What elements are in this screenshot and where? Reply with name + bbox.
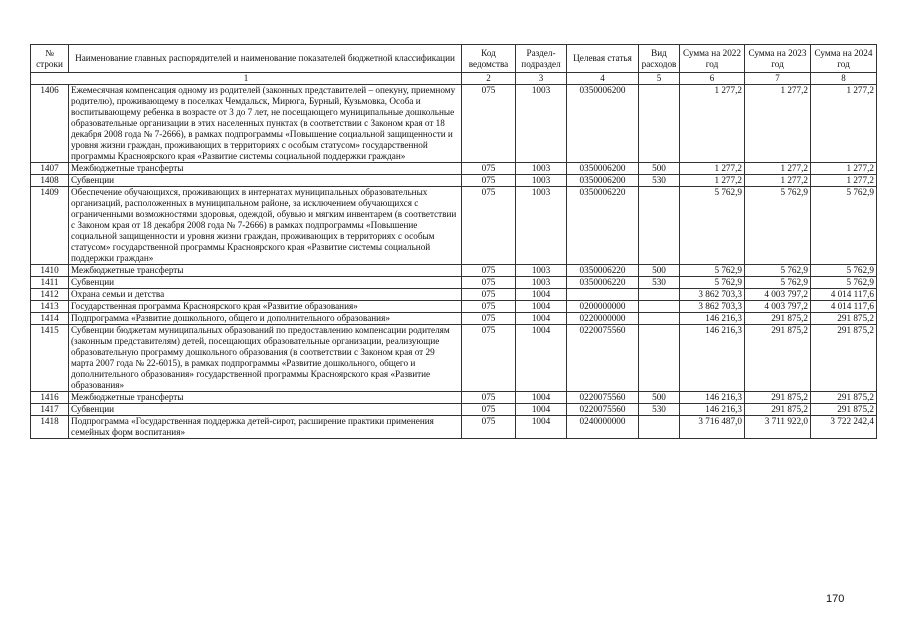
section-cell: 1003 xyxy=(516,85,567,163)
sum-2024-cell: 5 762,9 xyxy=(811,187,877,265)
sum-2023-cell: 1 277,2 xyxy=(745,85,811,163)
header-target: Целевая статья xyxy=(567,45,639,73)
sum-2023-cell: 291 875,2 xyxy=(745,392,811,404)
sum-2024-cell: 291 875,2 xyxy=(811,313,877,325)
name-cell: Субвенции бюджетам муниципальных образований по предоставлению компенсации родителям (законным представителям) детей, посещающих образовательные организации, реализующие образовательную программу дошкольного образования (в соответствии с Законом края от 29 марта 2007 года № 22-6015), в рамках подпрограммы «Развитие дошкольного, общего и дополнительного образования» государственной программы Красноярского края «Развитие образования» xyxy=(69,325,462,392)
column-number: 1 xyxy=(31,73,462,85)
column-number: 6 xyxy=(680,73,745,85)
header-sum-2023: Сумма на 2023 год xyxy=(745,45,811,73)
sum-2022-cell: 3 862 703,3 xyxy=(680,301,745,313)
dept-code-cell: 075 xyxy=(462,404,516,416)
table-row xyxy=(31,392,877,404)
sum-2023-cell: 5 762,9 xyxy=(745,277,811,289)
header-section: Раздел-подраздел xyxy=(516,45,567,73)
row-number-cell: 1409 xyxy=(31,187,69,265)
exp-type-cell: 500 xyxy=(639,163,680,175)
row-number-cell: 1415 xyxy=(31,325,69,392)
target-cell: 0350006220 xyxy=(567,265,639,277)
exp-type-cell: 530 xyxy=(639,277,680,289)
sum-2022-cell: 5 762,9 xyxy=(680,187,745,265)
target-cell: 0350006200 xyxy=(567,85,639,163)
section-cell: 1004 xyxy=(516,404,567,416)
column-number: 3 xyxy=(516,73,567,85)
sum-2022-cell: 3 862 703,3 xyxy=(680,289,745,301)
section-cell: 1003 xyxy=(516,175,567,187)
exp-type-cell xyxy=(639,313,680,325)
dept-code-cell: 075 xyxy=(462,187,516,265)
name-cell: Субвенции xyxy=(69,404,462,416)
column-number: 4 xyxy=(567,73,639,85)
sum-2023-cell: 4 003 797,2 xyxy=(745,289,811,301)
name-cell: Охрана семьи и детства xyxy=(69,289,462,301)
dept-code-cell: 075 xyxy=(462,163,516,175)
header-sum-2024: Сумма на 2024 год xyxy=(811,45,877,73)
sum-2024-cell: 3 722 242,4 xyxy=(811,416,877,439)
row-number-cell: 1412 xyxy=(31,289,69,301)
row-number-cell: 1406 xyxy=(31,85,69,163)
header-row-num: № строки xyxy=(31,45,69,73)
table-row xyxy=(31,187,877,265)
sum-2022-cell: 3 716 487,0 xyxy=(680,416,745,439)
page-number: 170 xyxy=(826,593,845,605)
exp-type-cell xyxy=(639,416,680,439)
target-cell: 0350006220 xyxy=(567,277,639,289)
row-number-cell: 1411 xyxy=(31,277,69,289)
name-cell: Подпрограмма «Развитие дошкольного, общего и дополнительного образования» xyxy=(69,313,462,325)
dept-code-cell: 075 xyxy=(462,85,516,163)
row-number-cell: 1410 xyxy=(31,265,69,277)
dept-code-cell: 075 xyxy=(462,277,516,289)
table-row xyxy=(31,85,877,163)
sum-2022-cell: 1 277,2 xyxy=(680,175,745,187)
table-row xyxy=(31,265,877,277)
budget-table xyxy=(30,44,877,439)
sum-2022-cell: 5 762,9 xyxy=(680,277,745,289)
exp-type-cell: 530 xyxy=(639,175,680,187)
dept-code-cell: 075 xyxy=(462,289,516,301)
table-row xyxy=(31,325,877,392)
exp-type-cell: 500 xyxy=(639,392,680,404)
section-cell: 1004 xyxy=(516,416,567,439)
column-number: 8 xyxy=(811,73,877,85)
header-sum-2022: Сумма на 2022 год xyxy=(680,45,745,73)
table-row xyxy=(31,175,877,187)
column-number: 7 xyxy=(745,73,811,85)
section-cell: 1004 xyxy=(516,325,567,392)
sum-2023-cell: 291 875,2 xyxy=(745,325,811,392)
column-number: 2 xyxy=(462,73,516,85)
row-number-cell: 1418 xyxy=(31,416,69,439)
dept-code-cell: 075 xyxy=(462,325,516,392)
section-cell: 1004 xyxy=(516,392,567,404)
row-number-cell: 1416 xyxy=(31,392,69,404)
sum-2022-cell: 5 762,9 xyxy=(680,265,745,277)
header-dept-code: Код ведомства xyxy=(462,45,516,73)
table-row xyxy=(31,301,877,313)
name-cell: Субвенции xyxy=(69,277,462,289)
target-cell: 0200000000 xyxy=(567,301,639,313)
section-cell: 1004 xyxy=(516,313,567,325)
name-cell: Обеспечение обучающихся, проживающих в интернатах муниципальных образовательных организаций, расположенных в муниципальном районе, за исключением обучающихся с ограниченными возможностями здоровья, одеждой, обувью и мягким инвентарем (в соответствии с Законом края от 18 декабря 2008 года № 7-2666) в рамках подпрограммы «Повышение социальной защищенности и уровня жизни граждан, проживающих в территориях с особым статусом» государственной программы Красноярского края «Развитие системы социальной поддержки граждан» xyxy=(69,187,462,265)
row-number-cell: 1408 xyxy=(31,175,69,187)
row-number-cell: 1417 xyxy=(31,404,69,416)
dept-code-cell: 075 xyxy=(462,265,516,277)
section-cell: 1003 xyxy=(516,265,567,277)
name-cell: Государственная программа Красноярского края «Развитие образования» xyxy=(69,301,462,313)
sum-2022-cell: 146 216,3 xyxy=(680,404,745,416)
dept-code-cell: 075 xyxy=(462,301,516,313)
target-cell: 0350006200 xyxy=(567,163,639,175)
sum-2023-cell: 1 277,2 xyxy=(745,163,811,175)
sum-2024-cell: 5 762,9 xyxy=(811,265,877,277)
column-number-row xyxy=(31,73,877,85)
sum-2022-cell: 1 277,2 xyxy=(680,163,745,175)
row-number-cell: 1407 xyxy=(31,163,69,175)
sum-2024-cell: 1 277,2 xyxy=(811,85,877,163)
table-row xyxy=(31,313,877,325)
exp-type-cell xyxy=(639,301,680,313)
sum-2024-cell: 291 875,2 xyxy=(811,325,877,392)
exp-type-cell: 500 xyxy=(639,265,680,277)
target-cell xyxy=(567,289,639,301)
sum-2024-cell: 5 762,9 xyxy=(811,277,877,289)
sum-2024-cell: 291 875,2 xyxy=(811,404,877,416)
name-cell: Межбюджетные трансферты xyxy=(69,265,462,277)
row-number-cell: 1413 xyxy=(31,301,69,313)
table-row xyxy=(31,163,877,175)
exp-type-cell xyxy=(639,325,680,392)
sum-2023-cell: 4 003 797,2 xyxy=(745,301,811,313)
section-cell: 1003 xyxy=(516,277,567,289)
section-cell: 1003 xyxy=(516,187,567,265)
sum-2023-cell: 1 277,2 xyxy=(745,175,811,187)
target-cell: 0220075560 xyxy=(567,392,639,404)
target-cell: 0220075560 xyxy=(567,325,639,392)
target-cell: 0220000000 xyxy=(567,313,639,325)
exp-type-cell xyxy=(639,85,680,163)
sum-2023-cell: 291 875,2 xyxy=(745,404,811,416)
section-cell: 1004 xyxy=(516,301,567,313)
target-cell: 0350006200 xyxy=(567,175,639,187)
name-cell: Ежемесячная компенсация одному из родителей (законных представителей – опекуну, приемному родителю), проживающему в поселках Чемдальск, Мирюга, Бурный, Кузьмовка, Особа и воспитывающему ребенка в возрасте от 3 до 7 лет, не посещающего муниципальные дошкольные образовательные организации в этих населенных пунктах (в соответствии с Законом края от 18 декабря 2008 года № 7-2666), в рамках подпрограммы «Повышение социальной защищенности и уровня жизни граждан, проживающих в территориях с особым статусом» государственной программы Красноярского края «Развитие системы социальной поддержки граждан» xyxy=(69,85,462,163)
name-cell: Межбюджетные трансферты xyxy=(69,392,462,404)
sum-2024-cell: 4 014 117,6 xyxy=(811,289,877,301)
column-number: 5 xyxy=(639,73,680,85)
sum-2023-cell: 5 762,9 xyxy=(745,187,811,265)
dept-code-cell: 075 xyxy=(462,175,516,187)
table-row xyxy=(31,289,877,301)
section-cell: 1004 xyxy=(516,289,567,301)
table-row xyxy=(31,416,877,439)
sum-2022-cell: 1 277,2 xyxy=(680,85,745,163)
name-cell: Межбюджетные трансферты xyxy=(69,163,462,175)
sum-2024-cell: 1 277,2 xyxy=(811,163,877,175)
sum-2024-cell: 4 014 117,6 xyxy=(811,301,877,313)
sum-2024-cell: 1 277,2 xyxy=(811,175,877,187)
sum-2022-cell: 146 216,3 xyxy=(680,392,745,404)
dept-code-cell: 075 xyxy=(462,416,516,439)
table-row xyxy=(31,277,877,289)
target-cell: 0220075560 xyxy=(567,404,639,416)
section-cell: 1003 xyxy=(516,163,567,175)
sum-2022-cell: 146 216,3 xyxy=(680,313,745,325)
name-cell: Субвенции xyxy=(69,175,462,187)
target-cell: 0240000000 xyxy=(567,416,639,439)
sum-2024-cell: 291 875,2 xyxy=(811,392,877,404)
exp-type-cell xyxy=(639,289,680,301)
row-number-cell: 1414 xyxy=(31,313,69,325)
dept-code-cell: 075 xyxy=(462,313,516,325)
exp-type-cell: 530 xyxy=(639,404,680,416)
table-body xyxy=(31,85,877,439)
sum-2022-cell: 146 216,3 xyxy=(680,325,745,392)
table-row xyxy=(31,404,877,416)
exp-type-cell xyxy=(639,187,680,265)
header-exp-type: Вид расходов xyxy=(639,45,680,73)
sum-2023-cell: 5 762,9 xyxy=(745,265,811,277)
target-cell: 0350006220 xyxy=(567,187,639,265)
sum-2023-cell: 291 875,2 xyxy=(745,313,811,325)
sum-2023-cell: 3 711 922,0 xyxy=(745,416,811,439)
header-name: Наименование главных распорядителей и наименование показателей бюджетной классификации xyxy=(69,45,462,73)
name-cell: Подпрограмма «Государственная поддержка детей-сирот, расширение практики применения семейных форм воспитания» xyxy=(69,416,462,439)
dept-code-cell: 075 xyxy=(462,392,516,404)
